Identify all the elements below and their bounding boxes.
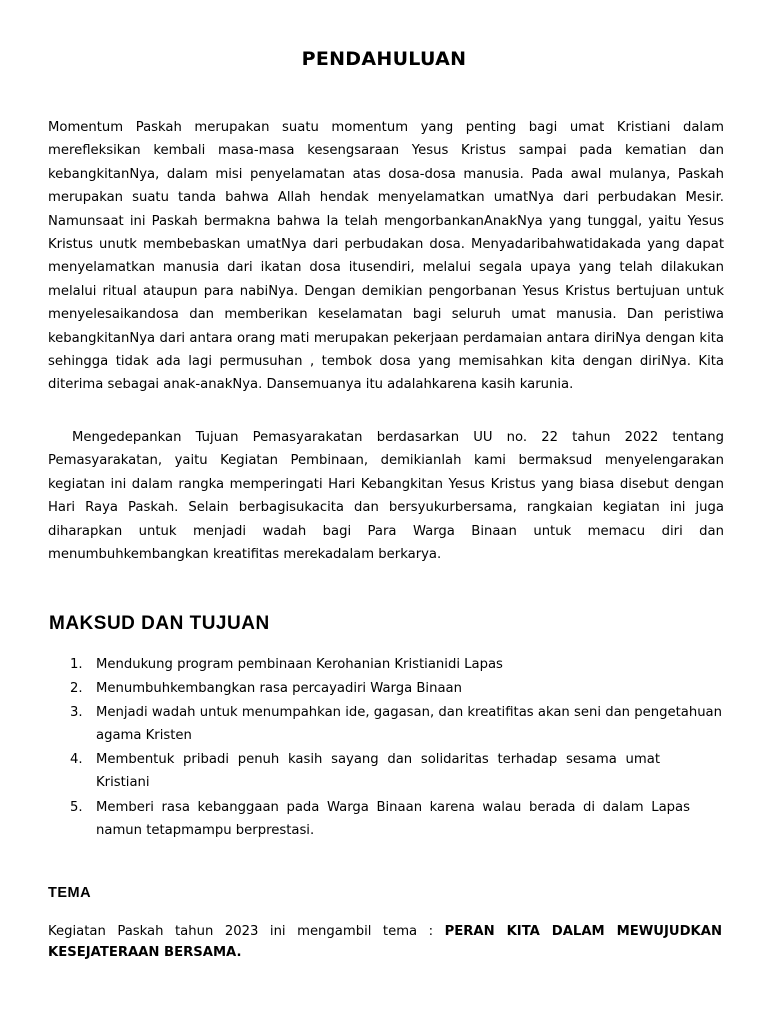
goal-item: [70, 748, 660, 795]
tema-value: PERAN KITA DALAM MEWUJUDKAN KESEJATERAAN BERSAMA.: [48, 924, 722, 960]
goal-item: [70, 701, 722, 748]
goal-number: 5.: [70, 800, 83, 815]
goal-item: [70, 653, 722, 676]
goal-number: 3.: [70, 705, 83, 720]
goal-number: 1.: [70, 657, 83, 672]
goal-text: Menjadi wadah untuk menumpahkan ide, gagasan, dan kreatifitas akan seni dan pengetahuan agama Kristen: [96, 705, 722, 744]
goal-text: Memberi rasa kebanggaan pada Warga Binaan karena walau berada di dalam Lapas namun tetapmampu berprestasi.: [96, 800, 690, 839]
goal-item: [70, 677, 722, 700]
goal-number: 4.: [70, 752, 83, 767]
paragraph-momentum-paskah: Momentum Paskah merupakan suatu momentum yang penting bagi umat Kristiani dalam merefleksikan kembali masa-masa kesengsaraan Yesus Kristus sampai pada kematian dan kebangkitanNya, dalam misi penyelamatan atas dosa-dosa manusia. Pada awal mulanya, Paskah merupakan suatu tanda bahwa Allah hendak menyelamatkan umatNya dari perbudakan Mesir. Namunsaat ini Paskah bermakna bahwa Ia telah mengorbankanAnakNya yang tunggal, yaitu Yesus Kristus unutk membebaskan umatNya dari perbudakan dosa. Menyadaribahwatidakada yang dapat menyelamatkan manusia dari ikatan dosa itusendiri, melalui segala upaya yang telah dilakukan melalui ritual ataupun para nabiNya. Dengan demikian pengorbanan Yesus Kristus bertujuan untuk menyelesaikandosa dan memberikan keselamatan bagi seluruh umat manusia. Dan peristiwa kebangkitanNya dari antara orang mati merupakan pekerjaan perdamaian antara diriNya dengan kita sehingga tidak ada lagi permusuhan , tembok dosa yang memisahkan kita dengan diriNya. Kita diterima sebagai anak-anakNya. Dansemuanya itu adalahkarena kasih karunia.: [48, 120, 724, 393]
paragraph-tujuan-pemasyarakatan: Mengedepankan Tujuan Pemasyarakatan berdasarkan UU no. 22 tahun 2022 tentang Pemasyarakatan, yaitu Kegiatan Pembinaan, demikianlah kami bermaksud menyelengarakan kegiatan ini dalam rangka memperingati Hari Kebangkitan Yesus Kristus yang biasa disebut dengan Hari Raya Paskah. Selain berbagisukacita dan bersyukurbersama, rangkaian kegiatan ini juga diharapkan untuk menjadi wadah bagi Para Warga Binaan untuk memacu diri dan menumbuhkembangkan kreatifitas merekadalam berkarya.: [48, 430, 724, 563]
goal-text: Membentuk pribadi penuh kasih sayang dan solidaritas terhadap sesama umat Kristiani: [96, 752, 660, 791]
heading-maksud-dan-tujuan: MAKSUD DAN TUJUAN: [49, 613, 270, 634]
tema-intro: Kegiatan Paskah tahun 2023 ini mengambil tema :: [48, 924, 445, 939]
goal-number: 2.: [70, 681, 83, 696]
goal-text: Menumbuhkembangkan rasa percayadiri Warga Binaan: [96, 681, 462, 696]
tema-paragraph: [48, 921, 722, 963]
heading-pendahuluan: PENDAHULUAN: [301, 48, 467, 70]
goal-item: [70, 796, 690, 843]
goal-text: Mendukung program pembinaan Kerohanian Kristianidi Lapas: [96, 657, 503, 672]
heading-tema: TEMA: [48, 885, 92, 901]
